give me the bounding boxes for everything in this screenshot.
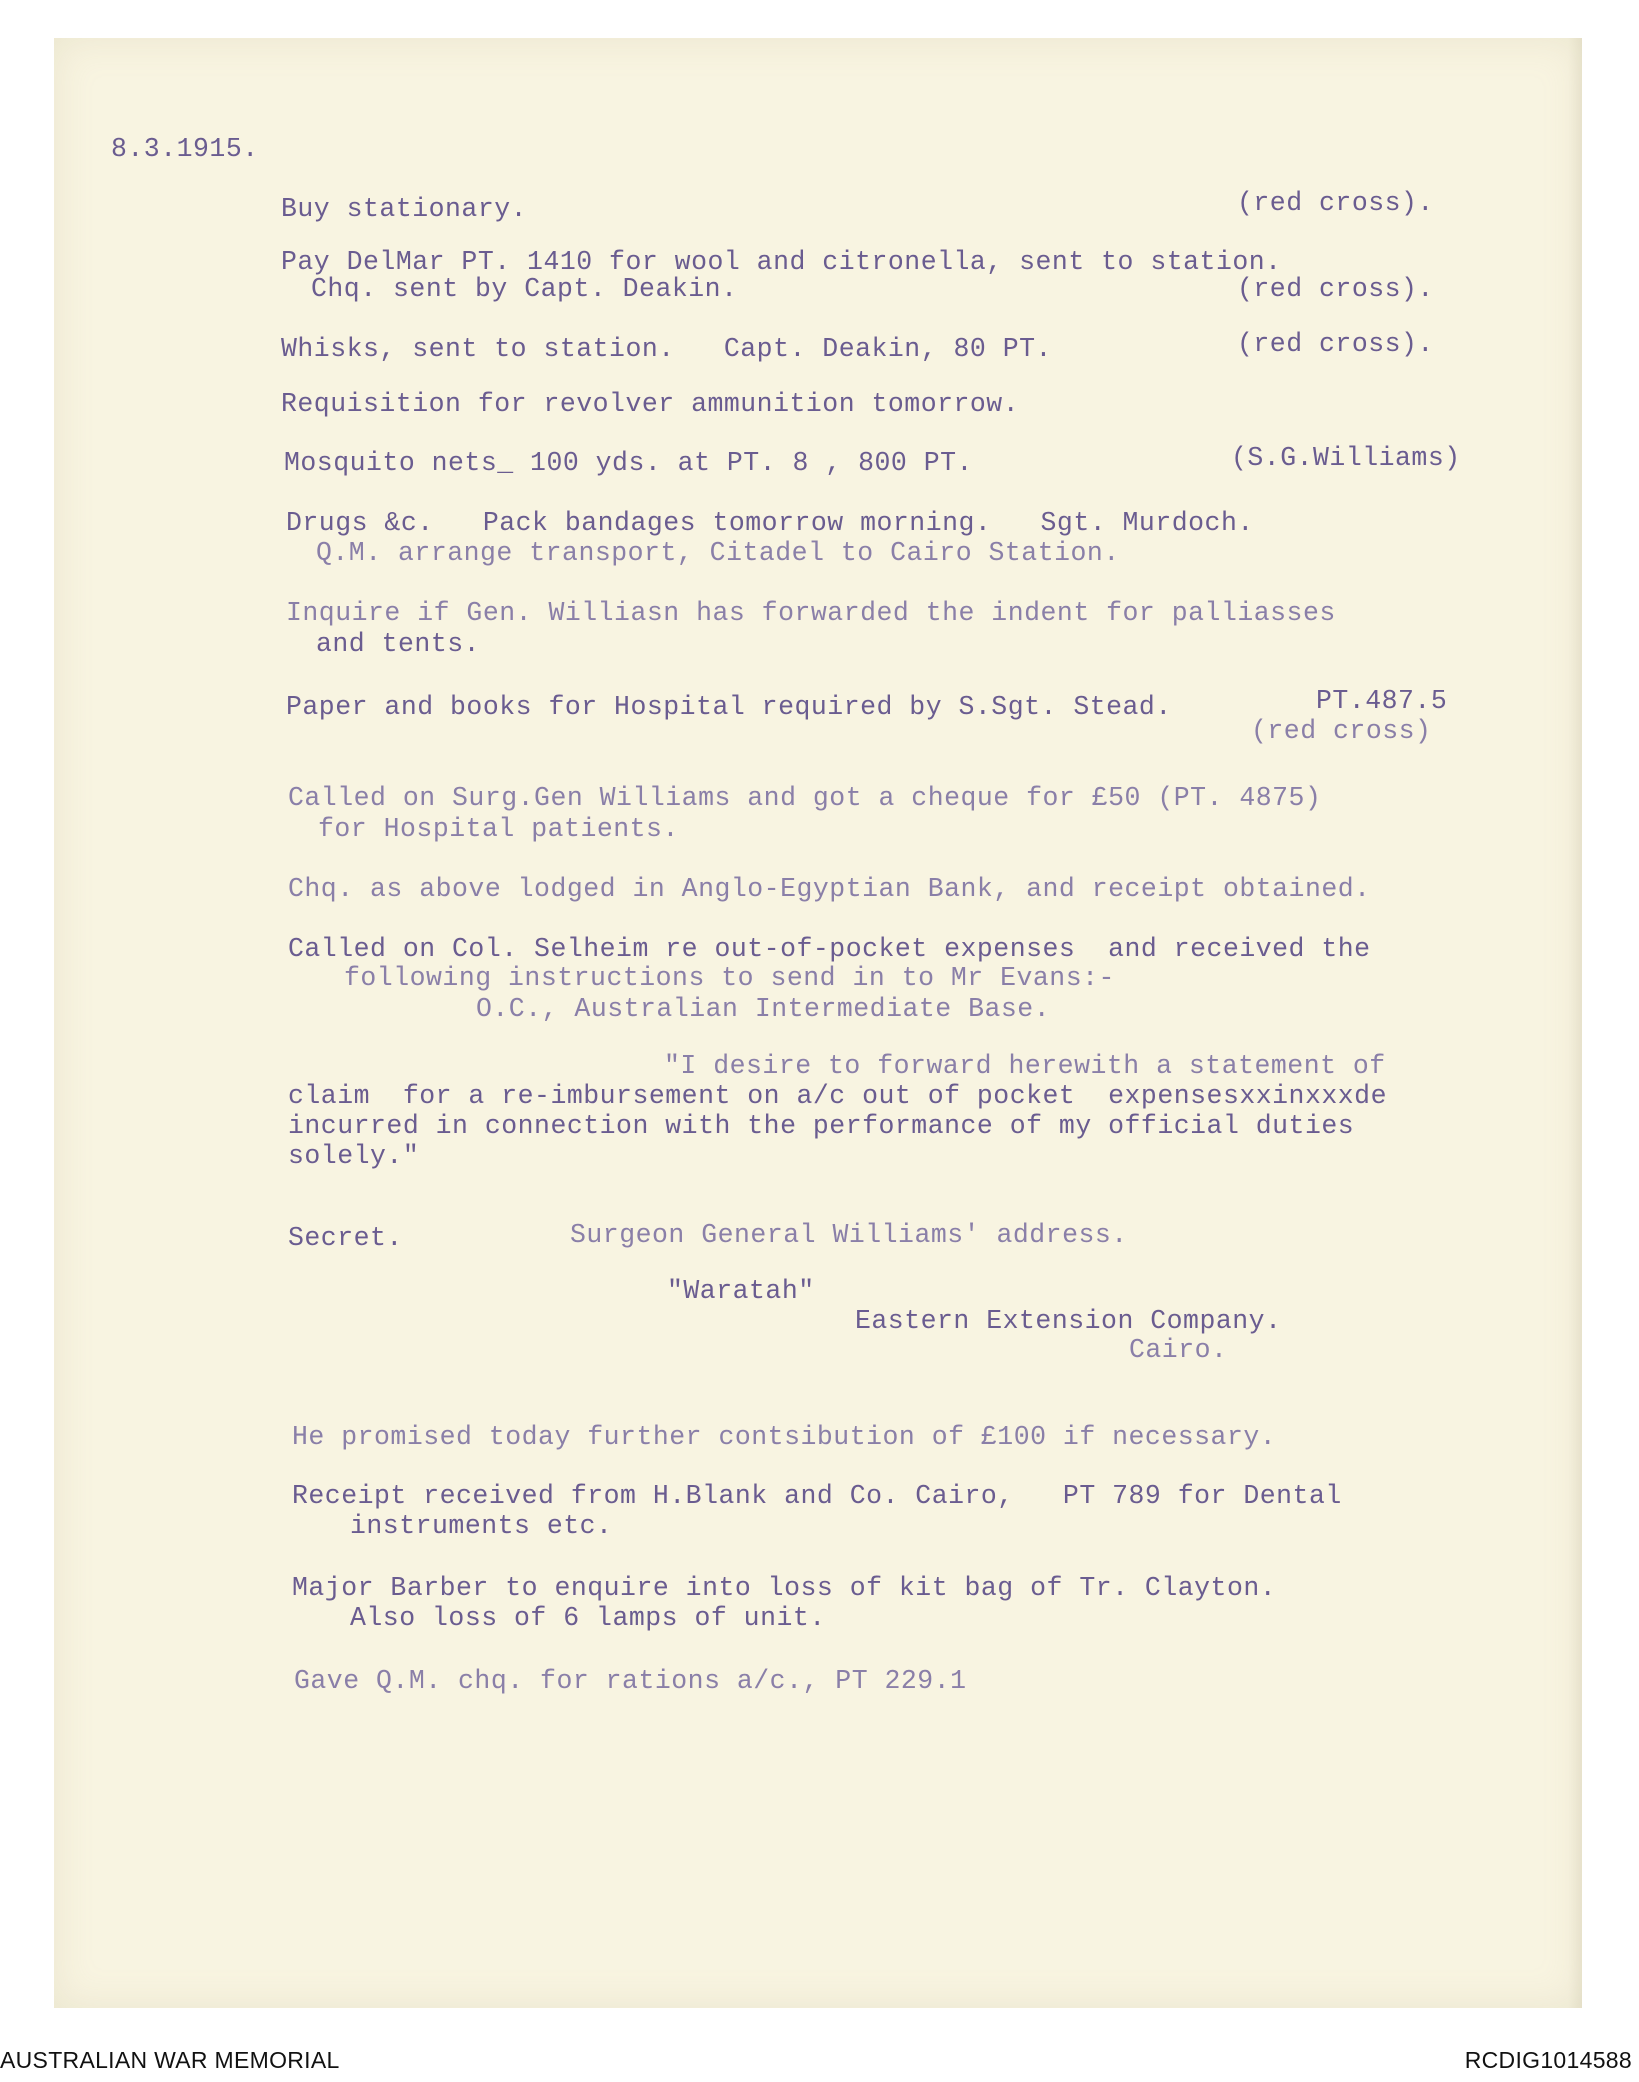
secret-text: Surgeon General Williams' address. [570, 1220, 1128, 1250]
entry-3-text: Whisks, sent to station. Capt. Deakin, 80 PT. [281, 334, 1052, 364]
entry-1-text: Buy stationary. [281, 194, 528, 224]
entry-11-line2: following instructions to send in to Mr Evans:- [344, 963, 1115, 993]
entry-4-text: Requisition for revolver ammunition tomorrow. [281, 389, 1020, 419]
document-page [54, 38, 1582, 2008]
entry-9-line1: Called on Surg.Gen Williams and got a cheque for £50 (PT. 4875) [288, 783, 1322, 813]
entry-8-line1: Paper and books for Hospital required by S.Sgt. Stead. [286, 692, 1172, 722]
quote-line1: "I desire to forward herewith a statement of [664, 1051, 1386, 1081]
entry-10-text: Chq. as above lodged in Anglo-Egyptian Bank, and receipt obtained. [288, 874, 1371, 904]
quote-line4: solely." [288, 1141, 420, 1171]
document-date: 8.3.1915. [111, 134, 259, 164]
entry-6-line2: Q.M. arrange transport, Citadel to Cairo Station. [316, 538, 1120, 568]
entry-17-line2: Also loss of 6 lamps of unit. [350, 1603, 826, 1633]
entry-11-line3: O.C., Australian Intermediate Base. [476, 994, 1051, 1024]
address-line2: Eastern Extension Company. [855, 1306, 1282, 1336]
entry-2-note: (red cross). [1237, 274, 1434, 304]
entry-7-line2: and tents. [316, 629, 481, 659]
footer-institution: AUSTRALIAN WAR MEMORIAL [0, 2047, 340, 2073]
entry-11-line1: Called on Col. Selheim re out-of-pocket expenses and received the [288, 934, 1371, 964]
entry-5-text: Mosquito nets_ 100 yds. at PT. 8 , 800 PT. [284, 448, 973, 478]
entry-2-line1: Pay DelMar PT. 1410 for wool and citronella, sent to station. [281, 247, 1282, 277]
entry-3-note: (red cross). [1237, 329, 1434, 359]
page-edge-shadow [1568, 38, 1582, 2008]
address-line1: "Waratah" [667, 1276, 815, 1306]
entry-5-note: (S.G.Williams) [1231, 443, 1461, 473]
secret-label: Secret. [288, 1223, 403, 1253]
entry-7-line1: Inquire if Gen. Williasn has forwarded the indent for palliasses [286, 598, 1336, 628]
entry-1-note: (red cross). [1237, 188, 1434, 218]
entry-6-line1: Drugs &c. Pack bandages tomorrow morning. Sgt. Murdoch. [286, 508, 1254, 538]
entry-18-text: Gave Q.M. chq. for rations a/c., PT 229.1 [294, 1666, 967, 1696]
entry-16-line1: Receipt received from H.Blank and Co. Cairo, PT 789 for Dental [292, 1481, 1342, 1511]
entry-2-line2: Chq. sent by Capt. Deakin. [311, 274, 738, 304]
entry-8-amount: PT.487.5 [1316, 686, 1448, 716]
entry-9-line2: for Hospital patients. [318, 814, 679, 844]
entry-15-text: He promised today further contsibution of £100 if necessary. [292, 1422, 1277, 1452]
address-line3: Cairo. [1129, 1335, 1228, 1365]
entry-17-line1: Major Barber to enquire into loss of kit bag of Tr. Clayton. [292, 1573, 1277, 1603]
entry-16-line2: instruments etc. [350, 1511, 613, 1541]
quote-line2: claim for a re-imbursement on a/c out of pocket expensesxxinxxxde [288, 1081, 1387, 1111]
quote-line3: incurred in connection with the performance of my official duties [288, 1111, 1355, 1141]
entry-8-note: (red cross) [1251, 716, 1432, 746]
footer-reference: RCDIG1014588 [1464, 2047, 1632, 2073]
